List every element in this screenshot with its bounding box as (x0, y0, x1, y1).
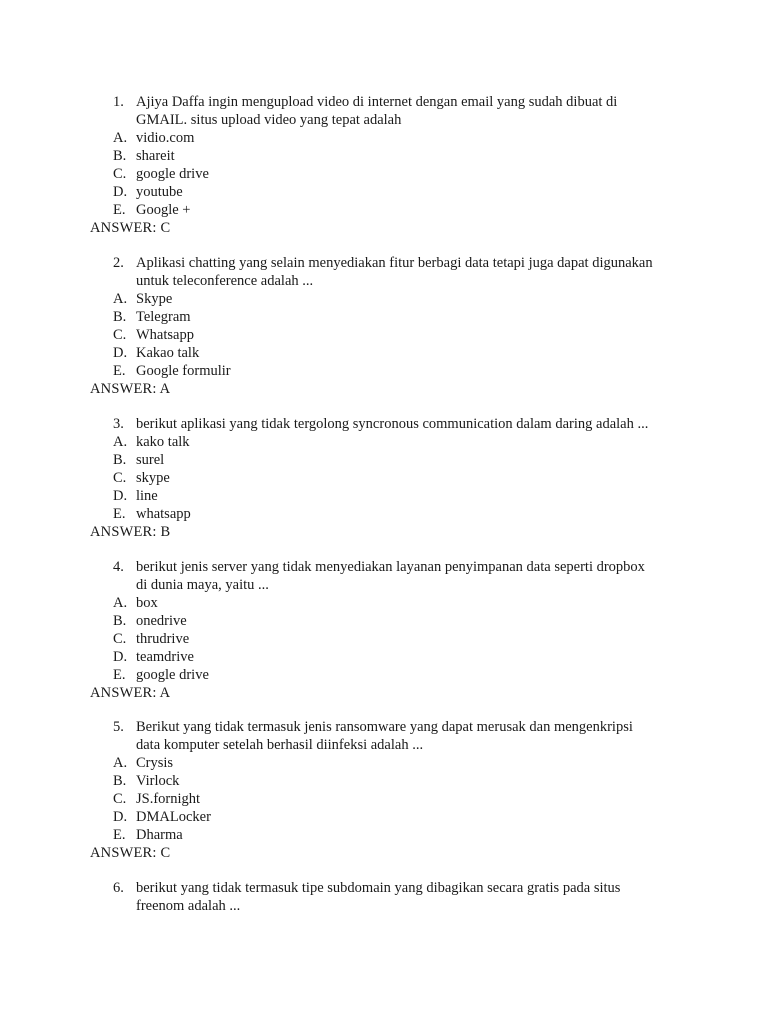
option-text-d: DMALocker (136, 809, 211, 825)
option-text-e: google drive (136, 667, 209, 683)
option-letter-c: C. (113, 470, 127, 486)
option-letter-d: D. (113, 809, 128, 825)
option-letter-e: E. (113, 506, 126, 522)
answer-key: ANSWER: B (90, 524, 171, 540)
option-text-c: thrudrive (136, 631, 190, 647)
option-text-b: surel (136, 452, 165, 468)
option-text-e: whatsapp (136, 506, 191, 522)
option-letter-b: B. (113, 773, 127, 789)
option-letter-c: C. (113, 166, 127, 182)
option-letter-d: D. (113, 649, 128, 665)
option-letter-d: D. (113, 345, 128, 361)
option-letter-e: E. (113, 202, 126, 218)
question-text-line-1: Berikut yang tidak termasuk jenis ransomware yang dapat merusak dan mengenkripsi (136, 719, 633, 735)
option-letter-d: D. (113, 488, 128, 504)
option-text-e: Dharma (136, 827, 183, 843)
question-number: 6. (113, 880, 124, 896)
option-text-a: kako talk (136, 434, 190, 450)
option-text-b: shareit (136, 148, 175, 164)
option-text-d: youtube (136, 184, 183, 200)
question-number: 4. (113, 559, 124, 575)
option-text-d: line (136, 488, 158, 504)
option-letter-b: B. (113, 309, 127, 325)
answer-key: ANSWER: A (90, 685, 171, 701)
question-number: 3. (113, 416, 124, 432)
option-letter-a: A. (113, 755, 128, 771)
option-text-c: google drive (136, 166, 209, 182)
question-text-line-2: freenom adalah ... (136, 898, 241, 914)
option-text-c: JS.fornight (136, 791, 201, 807)
option-letter-b: B. (113, 613, 127, 629)
question-text-line-1: berikut jenis server yang tidak menyediakan layanan penyimpanan data seperti dropbox (136, 559, 645, 575)
option-text-e: Google formulir (136, 363, 231, 379)
option-letter-a: A. (113, 130, 128, 146)
option-text-c: Whatsapp (136, 327, 194, 343)
option-letter-a: A. (113, 291, 128, 307)
option-letter-a: A. (113, 595, 128, 611)
question-text-line-2: di dunia maya, yaitu ... (136, 577, 269, 593)
option-text-b: Telegram (136, 309, 191, 325)
question-number: 2. (113, 255, 124, 271)
option-text-a: Skype (136, 291, 173, 307)
answer-key: ANSWER: C (90, 845, 171, 861)
option-text-c: skype (136, 470, 170, 486)
option-letter-e: E. (113, 827, 126, 843)
option-text-b: Virlock (136, 773, 180, 789)
option-letter-e: E. (113, 363, 126, 379)
option-letter-a: A. (113, 434, 128, 450)
option-letter-d: D. (113, 184, 128, 200)
question-text-line-1: Aplikasi chatting yang selain menyediakan fitur berbagi data tetapi juga dapat digunakan (136, 255, 653, 271)
option-text-d: teamdrive (136, 649, 194, 665)
question-number: 5. (113, 719, 124, 735)
option-letter-b: B. (113, 452, 127, 468)
option-letter-c: C. (113, 631, 127, 647)
option-letter-c: C. (113, 327, 127, 343)
question-text-line-2: GMAIL. situs upload video yang tepat adalah (136, 112, 402, 128)
question-text-line-2: data komputer setelah berhasil diinfeksi adalah ... (136, 737, 424, 753)
answer-key: ANSWER: A (90, 381, 171, 397)
question-text-line-1: berikut aplikasi yang tidak tergolong syncronous communication dalam daring adalah ... (136, 416, 649, 432)
option-text-e: Google + (136, 202, 191, 218)
option-text-a: vidio.com (136, 130, 195, 146)
answer-key: ANSWER: C (90, 220, 171, 236)
option-text-a: Crysis (136, 755, 174, 771)
option-text-a: box (136, 595, 158, 611)
option-letter-e: E. (113, 667, 126, 683)
option-letter-c: C. (113, 791, 127, 807)
question-text-line-2: untuk teleconference adalah ... (136, 273, 314, 289)
option-text-d: Kakao talk (136, 345, 200, 361)
option-letter-b: B. (113, 148, 127, 164)
question-number: 1. (113, 94, 124, 110)
question-text-line-1: berikut yang tidak termasuk tipe subdomain yang dibagikan secara gratis pada situs (136, 880, 621, 896)
question-text-line-1: Ajiya Daffa ingin mengupload video di internet dengan email yang sudah dibuat di (136, 94, 618, 110)
option-text-b: onedrive (136, 613, 187, 629)
